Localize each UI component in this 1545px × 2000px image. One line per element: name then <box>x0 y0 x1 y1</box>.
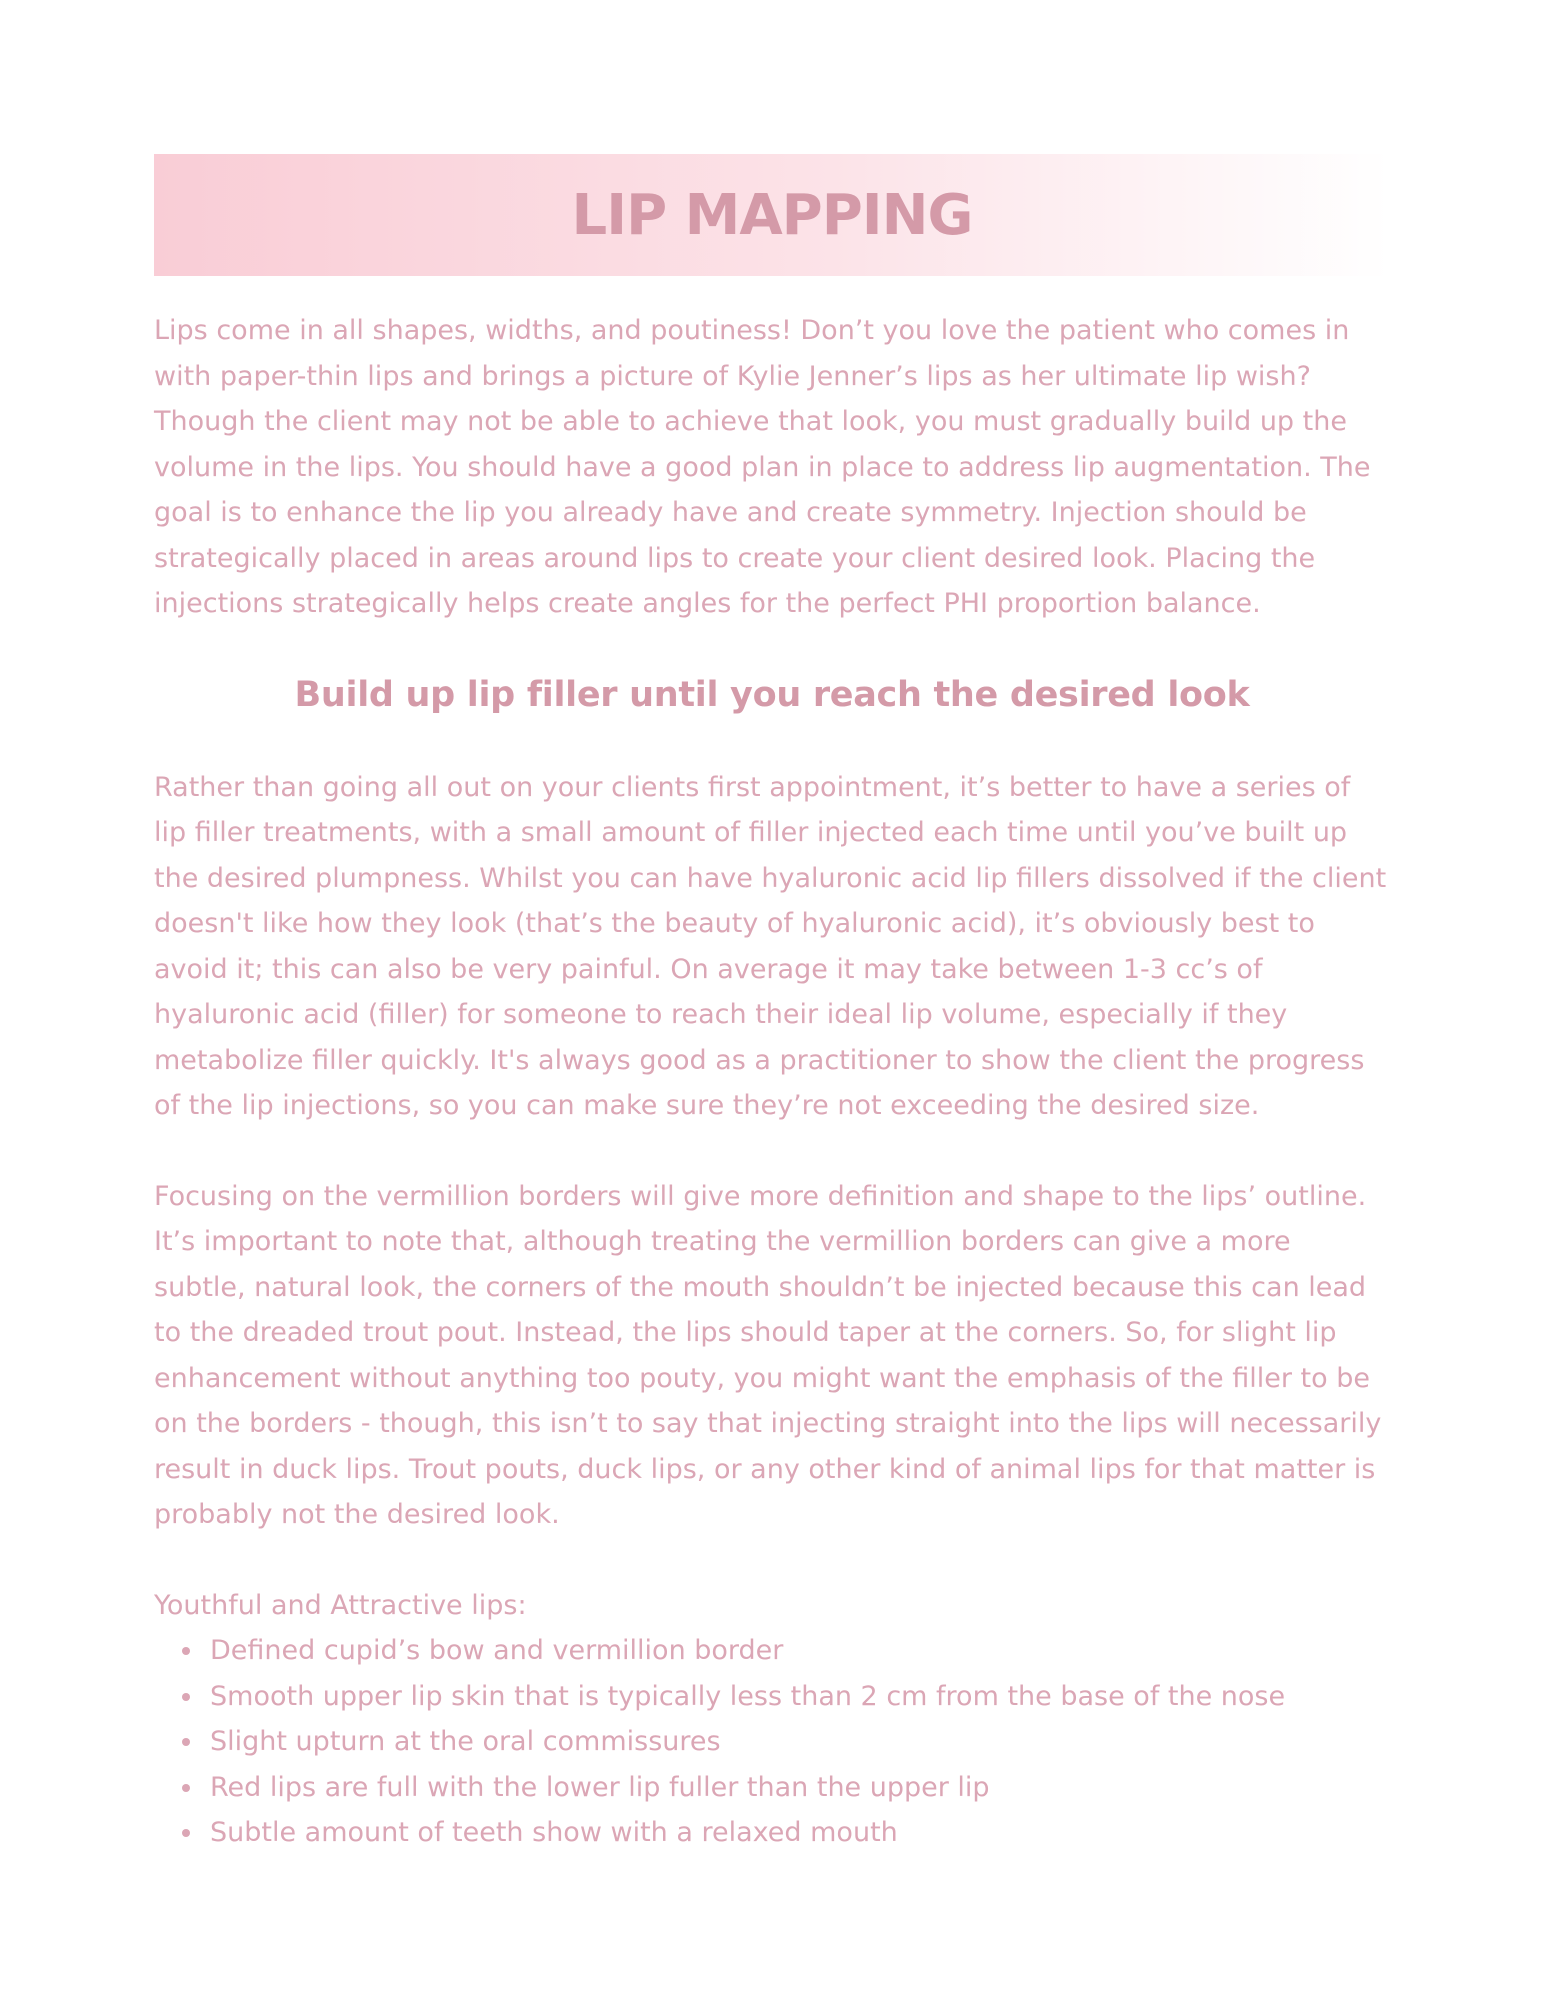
list-item <box>154 1674 1390 1720</box>
list-item <box>154 1765 1390 1811</box>
list-item <box>154 1628 1390 1674</box>
title-banner <box>154 154 1390 276</box>
bullet-icon <box>182 1647 190 1655</box>
list-item-text: Smooth upper lip skin that is typically less than 2 cm from the base of the nose <box>210 1680 1286 1712</box>
bullet-icon <box>182 1829 190 1837</box>
list-intro: Youthful and Attractive lips: <box>154 1589 527 1621</box>
body-paragraph-filler-series: Rather than going all out on your clients first appointment, it’s better to have a series of lip filler treatments, with a small amount of filler injected each time until you’ve built up the desired plumpness. Whilst you can have hyaluronic acid lip fillers dissolved if the client doesn't like how they look (that’s the beauty of hyaluronic acid), it’s obviously best to avoid it; this can also be very painful. On average it may take between 1-3 cc’s of hyaluronic acid (filler) for someone to reach their ideal lip volume, especially if they metabolize filler quickly. It's always good as a practitioner to show the client the progress of the lip injections, so you can make sure they’re not exceeding the desired size. <box>154 771 1387 1121</box>
list-item <box>154 1719 1390 1765</box>
page-title: LIP MAPPING <box>571 182 973 248</box>
document-page <box>154 154 1390 1856</box>
bullet-icon <box>182 1784 190 1792</box>
bullet-icon <box>182 1738 190 1746</box>
section-heading: Build up lip filler until you reach the desired look <box>294 674 1250 715</box>
list-item-text: Slight upturn at the oral commissures <box>210 1726 721 1757</box>
list-item-text: Defined cupid’s bow and vermillion border <box>210 1635 784 1666</box>
intro-paragraph: Lips come in all shapes, widths, and poutiness! Don’t you love the patient who comes in with paper-thin lips and brings a picture of Kylie Jenner’s lips as her ultimate lip wish? Though the client may not be able to achieve that look, you must gradually build up the volume in the lips. You should have a good plan in place to address lip augmentation. The goal is to enhance the lip you already have and create symmetry. Injection should be strategically placed in areas around lips to create your client desired look. Placing the injections strategically helps create angles for the perfect PHI proportion balance. <box>154 315 1371 619</box>
list-item <box>154 1810 1390 1856</box>
list-item-text: Red lips are full with the lower lip fuller than the upper lip <box>210 1771 990 1803</box>
list-item-text: Subtle amount of teeth show with a relaxed mouth <box>210 1817 898 1848</box>
attractive-lips-list <box>154 1628 1390 1856</box>
body-paragraph-vermillion-borders: Focusing on the vermillion borders will give more definition and shape to the lips’ outline. It’s important to note that, although treating the vermillion borders can give a more subtle, natural look, the corners of the mouth shouldn’t be injected because this can lead to the dreaded trout pout. Instead, the lips should taper at the corners. So, for slight lip enhancement without anything too pouty, you might want the emphasis of the filler to be on the borders - though, this isn’t to say that injecting straight into the lips will necessarily result in duck lips. Trout pouts, duck lips, or any other kind of animal lips for that matter is probably not the desired look. <box>154 1180 1382 1530</box>
bullet-icon <box>182 1693 190 1701</box>
